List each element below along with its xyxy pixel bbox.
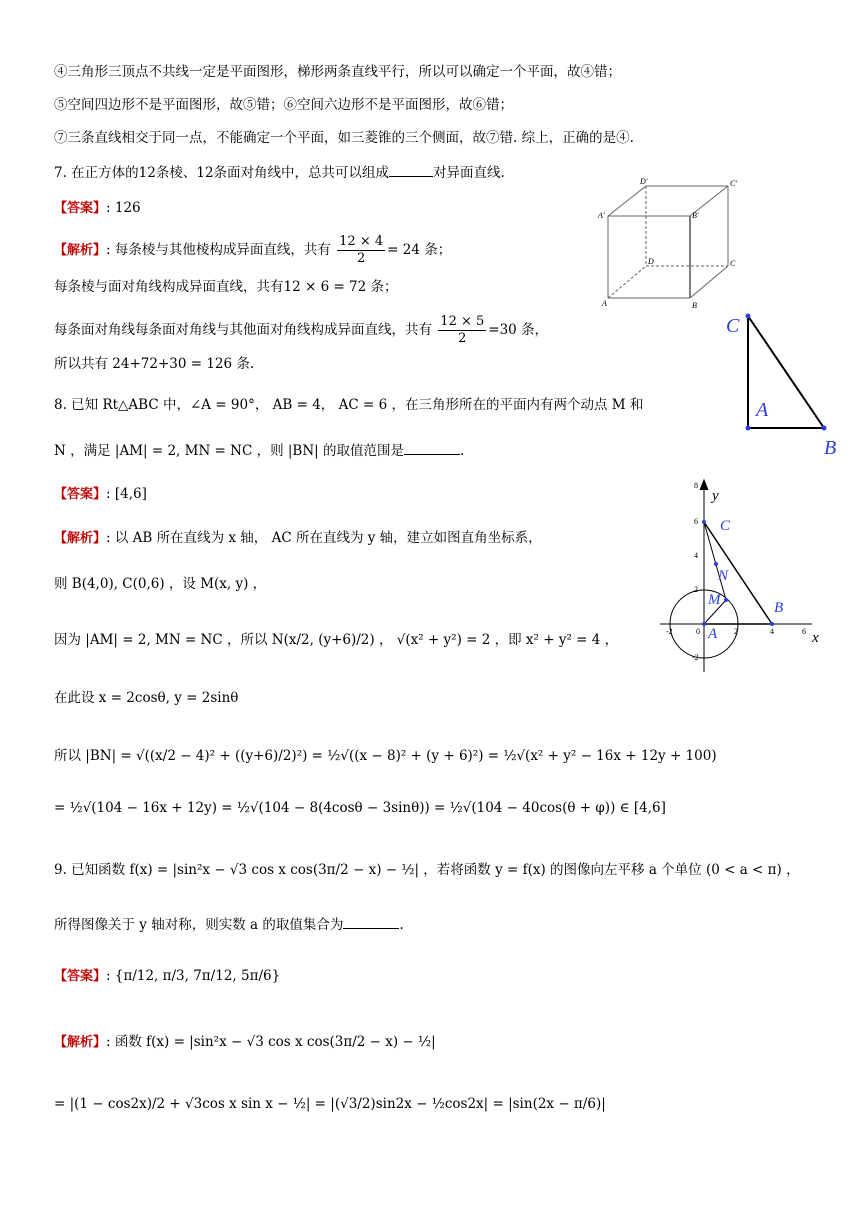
- cube-label-c1: C′: [730, 179, 738, 188]
- q7-answer-value: : 126: [106, 200, 141, 216]
- point-label-n: N: [718, 568, 729, 584]
- q9-answer-value: : {π/12, π/3, 7π/12, 5π/6}: [106, 968, 281, 984]
- q9-analysis-tag: 【解析】: [54, 1035, 107, 1050]
- q8-analysis-3: 因为 |AM| = 2, MN = NC ，所以 N(x/2, (y+6)/2) ， √(x² + y²) = 2 ，即 x² + y² = 4 ，: [54, 632, 619, 648]
- cube-label-c: C: [730, 259, 736, 268]
- q9-s1-text: : 函数 f(x) = |sin²x − √3 cos x cos(3π/2 − x) − ½|: [106, 1034, 436, 1050]
- axis-label-y: y: [712, 488, 719, 504]
- q9-answer-blank: [343, 914, 399, 929]
- point-label-m: M: [708, 592, 721, 608]
- q7-s3-text: 每条面对角线每条面对角线与其他面对角线构成异面直线，共有: [54, 322, 432, 338]
- q8-stem-a: 8. 已知 Rt△ABC 中，∠A = 90°， AB = 4， AC = 6 ，在三角形所在的平面内有两个动点 M 和: [54, 397, 644, 413]
- q8-s1-text: : 以 AB 所在直线为 x 轴， AC 所在直线为 y 轴，建立如图直角坐标系，: [106, 530, 542, 546]
- coordinate-figure: [652, 476, 832, 676]
- cube-label-a1: A′: [598, 211, 605, 220]
- q7-s1-text: : 每条棱与其他棱构成异面直线，共有: [106, 242, 331, 258]
- point-label-a: A: [708, 626, 718, 642]
- q7-stem-a: 7. 在正方体的12条棱、12条面对角线中，总共可以组成: [54, 165, 390, 181]
- q9-analysis-2: = |(1 − cos2x)/2 + √3cos x sin x − ½| = |(√3/2)sin2x − ½cos2x| = |sin(2x − π/6)|: [54, 1096, 606, 1112]
- q8-answer: [54, 484, 147, 505]
- q9-answer: [54, 966, 280, 987]
- q8-analysis-2: 则 B(4,0), C(0,6) ，设 M(x, y) ，: [54, 576, 267, 592]
- tick-y-6: 6: [694, 517, 698, 526]
- q9-stem-a: 9. 已知函数 f(x) = |sin²x − √3 cos x cos(3π/2 − x) − ½| ，若将函数 y = f(x) 的图像向左平移 a 个单位 (0 < a < π) ，: [54, 862, 800, 878]
- q8-analysis-4: 在此设 x = 2cosθ, y = 2sinθ: [54, 690, 239, 706]
- cube-label-b: B: [692, 301, 697, 308]
- q7-s1-den: 2: [357, 251, 366, 266]
- tick-x-4: 4: [770, 627, 774, 636]
- q7-s3-fraction: [438, 314, 486, 347]
- q8-answer-tag: 【答案】: [54, 487, 107, 502]
- statement-5-6: ⑤空间四边形不是平面图形，故⑤错；⑥空间六边形不是平面图形，故⑥错；: [54, 97, 513, 113]
- tick-y-4: 4: [694, 551, 698, 560]
- cube-label-d1: D′: [640, 178, 648, 186]
- tick-origin: 0: [696, 627, 700, 636]
- triangle-label-a: A: [756, 399, 769, 421]
- triangle-figure: [720, 306, 852, 462]
- q7-stem: [54, 162, 505, 183]
- q8-answer-blank: [404, 440, 460, 455]
- q8-analysis-1: [54, 528, 542, 549]
- triangle-label-b: B: [824, 437, 837, 459]
- q8-answer-value: : [4,6]: [106, 486, 147, 502]
- statement-7: ⑦三条直线相交于同一点，不能确定一个平面，如三菱锥的三个侧面，故⑦错. 综上，正确的是④.: [54, 130, 634, 146]
- q7-analysis-1: [54, 234, 451, 267]
- q7-s1-num: 12 × 4: [339, 234, 384, 249]
- q9-stem-b: 所得图像关于 y 轴对称，则实数 a 的取值集合为 .: [54, 914, 404, 935]
- cube-figure: [596, 178, 756, 308]
- q7-analysis-4: 所以共有 24+72+30 = 126 条.: [54, 356, 255, 372]
- q8-stem-b-text: N ，满足 |AM| = 2, MN = NC ，则 |BN| 的取值范围是: [54, 443, 405, 459]
- tick-x-minus2: -2: [666, 627, 673, 636]
- q7-s3-num: 12 × 5: [440, 314, 485, 329]
- q9-stem-b-text: 所得图像关于 y 轴对称，则实数 a 的取值集合为: [54, 917, 344, 933]
- q7-s1-result: = 24 条；: [387, 242, 452, 258]
- q7-answer: [54, 198, 141, 219]
- statement-4: ④三角形三顶点不共线一定是平面图形，梯形两条直线平行，所以可以确定一个平面，故④错；: [54, 64, 621, 80]
- tick-y-2: 2: [694, 585, 698, 594]
- q7-s3-den: 2: [458, 331, 467, 346]
- tick-y-8: 8: [694, 481, 698, 490]
- q7-analysis-3: [54, 314, 548, 347]
- q8-stem-b: N ，满足 |AM| = 2, MN = NC ，则 |BN| 的取值范围是 .: [54, 440, 464, 461]
- q7-answer-blank: [389, 162, 433, 177]
- cube-label-b1: B′: [692, 211, 699, 220]
- q8-analysis-tag: 【解析】: [54, 531, 107, 546]
- q9-analysis-1: [54, 1032, 436, 1053]
- q9-answer-tag: 【答案】: [54, 969, 107, 984]
- tick-x-2: 2: [734, 627, 738, 636]
- q8-analysis-5: 所以 |BN| = √((x/2 − 4)² + ((y+6)/2)²) = ½√((x − 8)² + (y + 6)²) = ½√(x² + y² − 16x + 12y + 100): [54, 748, 717, 764]
- q7-answer-tag: 【答案】: [54, 201, 107, 216]
- q8-analysis-6: = ½√(104 − 16x + 12y) = ½√(104 − 8(4cosθ − 3sinθ)) = ½√(104 − 40cos(θ + φ)) ∈ [4,6]: [54, 800, 666, 816]
- q7-s1-fraction: [337, 234, 385, 267]
- point-label-c: C: [720, 518, 731, 534]
- point-label-b: B: [774, 600, 784, 616]
- q7-s3-result: =30 条，: [488, 322, 549, 338]
- triangle-label-c: C: [726, 315, 740, 337]
- tick-y-minus2: -2: [692, 653, 699, 662]
- cube-label-d: D: [648, 257, 654, 266]
- q7-analysis-tag: 【解析】: [54, 243, 107, 258]
- cube-label-a: A: [602, 299, 607, 308]
- q7-stem-b: 对异面直线.: [433, 165, 505, 181]
- q7-analysis-2: 每条棱与面对角线构成异面直线，共有12 × 6 = 72 条；: [54, 279, 398, 295]
- axis-label-x: x: [812, 630, 819, 646]
- tick-x-6: 6: [802, 627, 806, 636]
